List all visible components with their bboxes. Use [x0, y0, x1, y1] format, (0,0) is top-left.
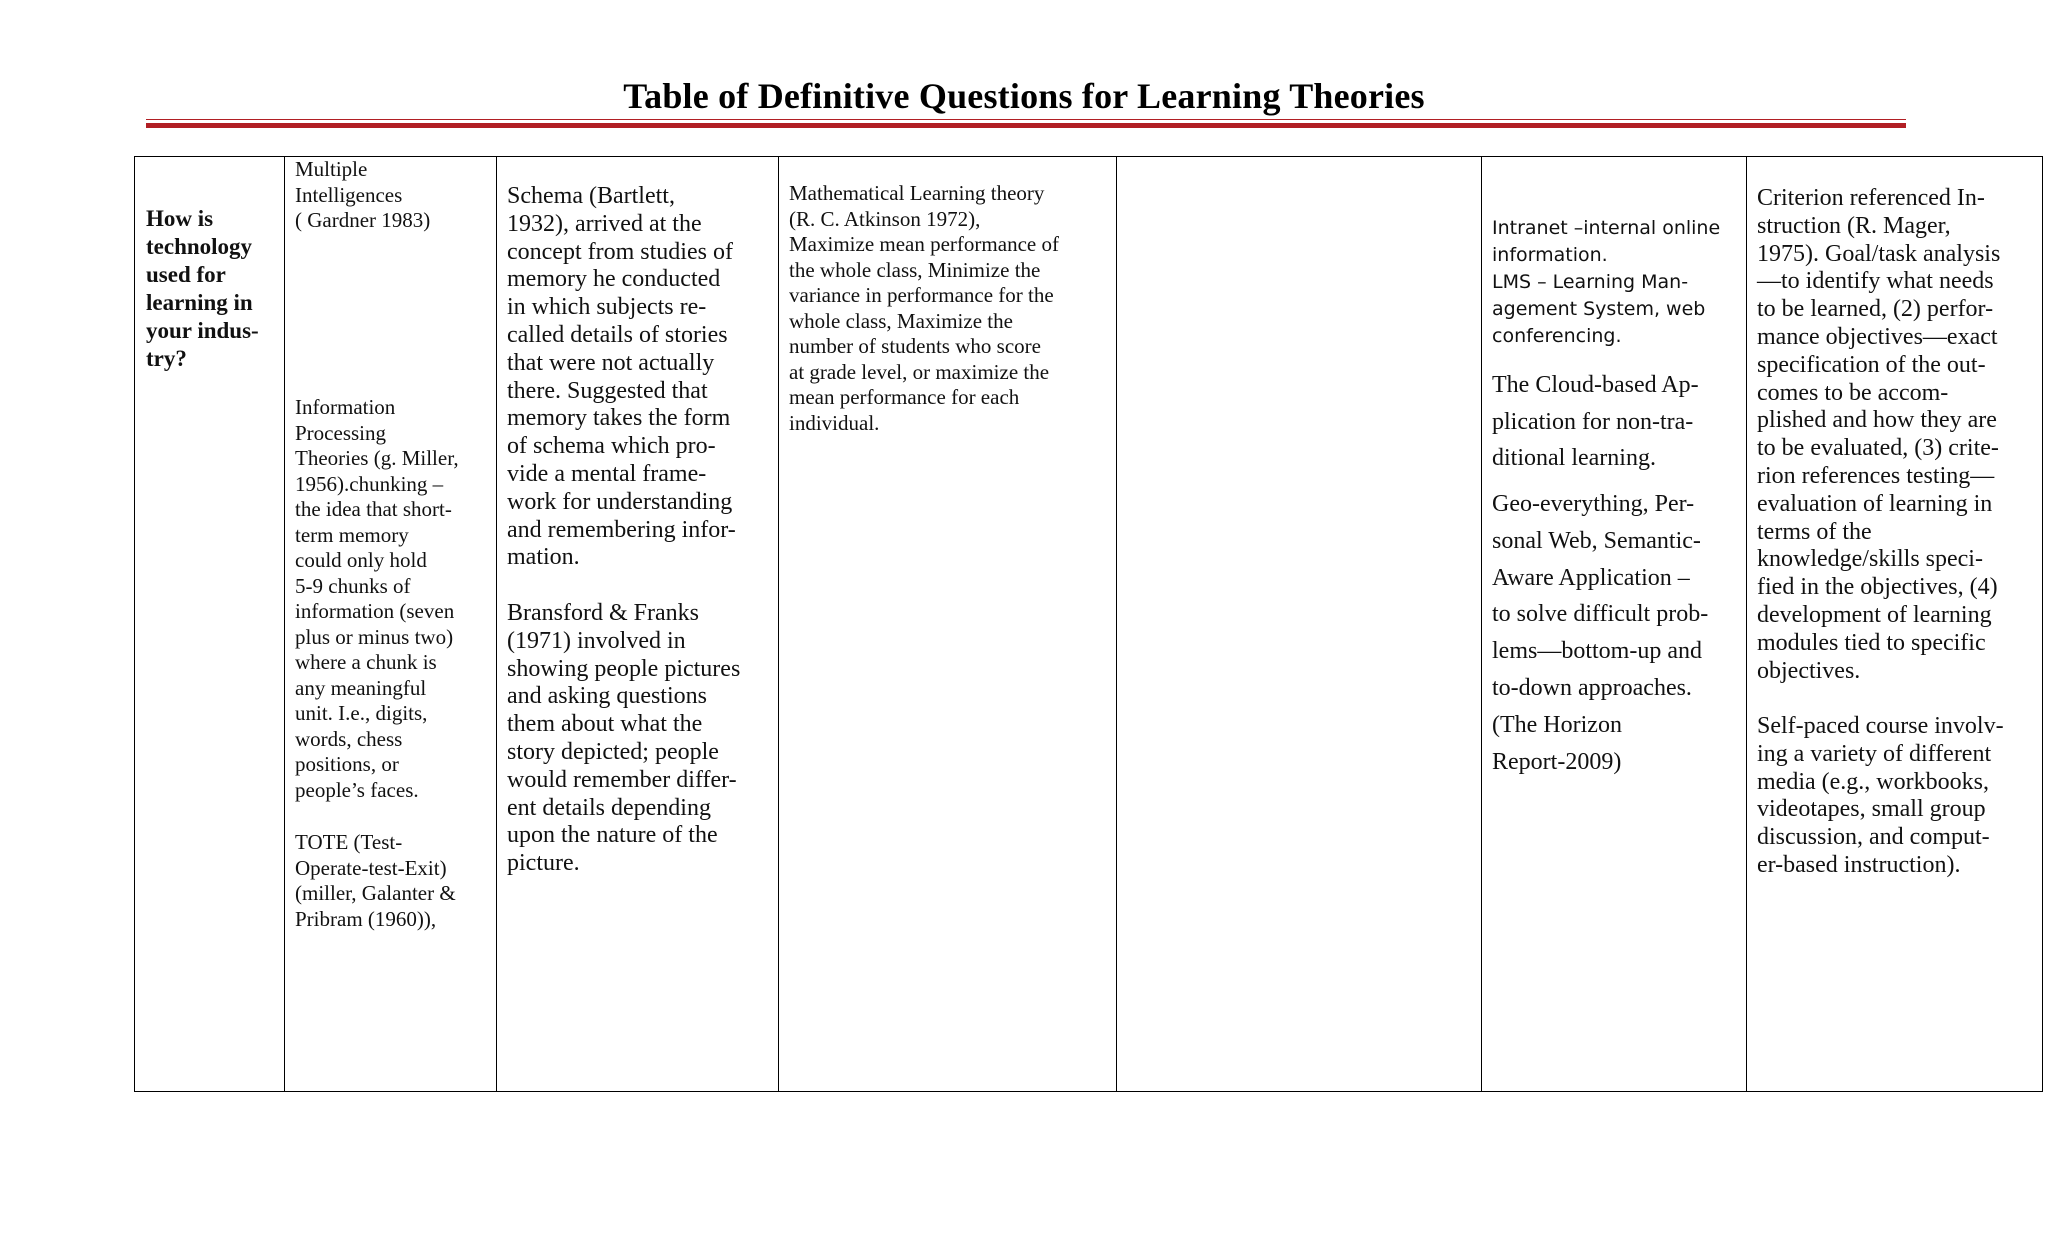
theories-table [134, 156, 2043, 1092]
title-rule-thick [146, 123, 1906, 128]
criterion-column [1747, 157, 2044, 1091]
cloud-application-text: The Cloud-based Ap- plication for non-tra- ditional learning. [1492, 372, 1699, 471]
criterion-instruction-text: Criterion referenced In- struction (R. Mager, 1975). Goal/task analysis —to identify what needs to be learned, (2) perfor- mance objectives—exact specification of the out- comes to be accom- plished and how they are to be evaluated, (3) crite- rion references testing— evaluation of learning in terms of the knowledge/skills speci- fied in the objectives, (4) development of learning modules tied to specific objectives. [1757, 185, 2001, 684]
title-rule-thin [146, 119, 1906, 120]
multiple-intelligences-text: Multiple Intelligences ( Gardner 1983) [295, 157, 431, 232]
empty-column [1117, 157, 1482, 1091]
tote-text: TOTE (Test- Operate-test-Exit) (miller, Galanter & Pribram (1960)), [295, 830, 456, 931]
bransford-franks-text: Bransford & Franks (1971) involved in showing people pictures and asking questions them about what the story depicted; people would remember differ- ent details depending upon the nature of the picture. [507, 600, 741, 877]
schema-column [497, 157, 779, 1091]
mathematical-learning-column [779, 157, 1117, 1091]
self-paced-course-text: Self-paced course involv- ing a variety of different media (e.g., workbooks, videotapes, small group discussion, and comput- er-based instruction). [1757, 713, 2004, 878]
information-processing-text: Information Processing Theories (g. Miller, 1956).chunking – the idea that short- term memory could only hold 5-9 chunks of information (seven plus or minus two) where a chunk is any meaningful unit. I.e., digits, words, chess positions, or people’s faces. [295, 395, 459, 802]
question-text: How is technology used for learning in your indus- try? [146, 206, 259, 371]
theories-column [285, 157, 497, 1091]
question-column [135, 157, 285, 1091]
mathematical-learning-text: Mathematical Learning theory (R. C. Atkinson 1972), Maximize mean performance of the whole class, Minimize the variance in performance for the whole class, Maximize the number of students who score at grade level, or maximize the mean performance for each individual. [789, 181, 1059, 435]
page-title: Table of Definitive Questions for Learning Theories [623, 76, 1425, 116]
geo-everything-text: Geo-everything, Per- sonal Web, Semantic- Aware Application – to solve difficult prob- lems—bottom-up and to-down approaches. (The Horizon Report-2009) [1492, 491, 1709, 775]
intranet-lms-text: Intranet –internal online information. LMS – Learning Man- agement System, web conferencing. [1492, 217, 1721, 347]
schema-text: Schema (Bartlett, 1932), arrived at the concept from studies of memory he conducted in which subjects re- called details of stories that were not actually there. Suggested that memory takes the form of schema which pro- vide a mental frame- work for understanding and remembering infor- mation. [507, 183, 736, 571]
technology-column [1482, 157, 1747, 1091]
